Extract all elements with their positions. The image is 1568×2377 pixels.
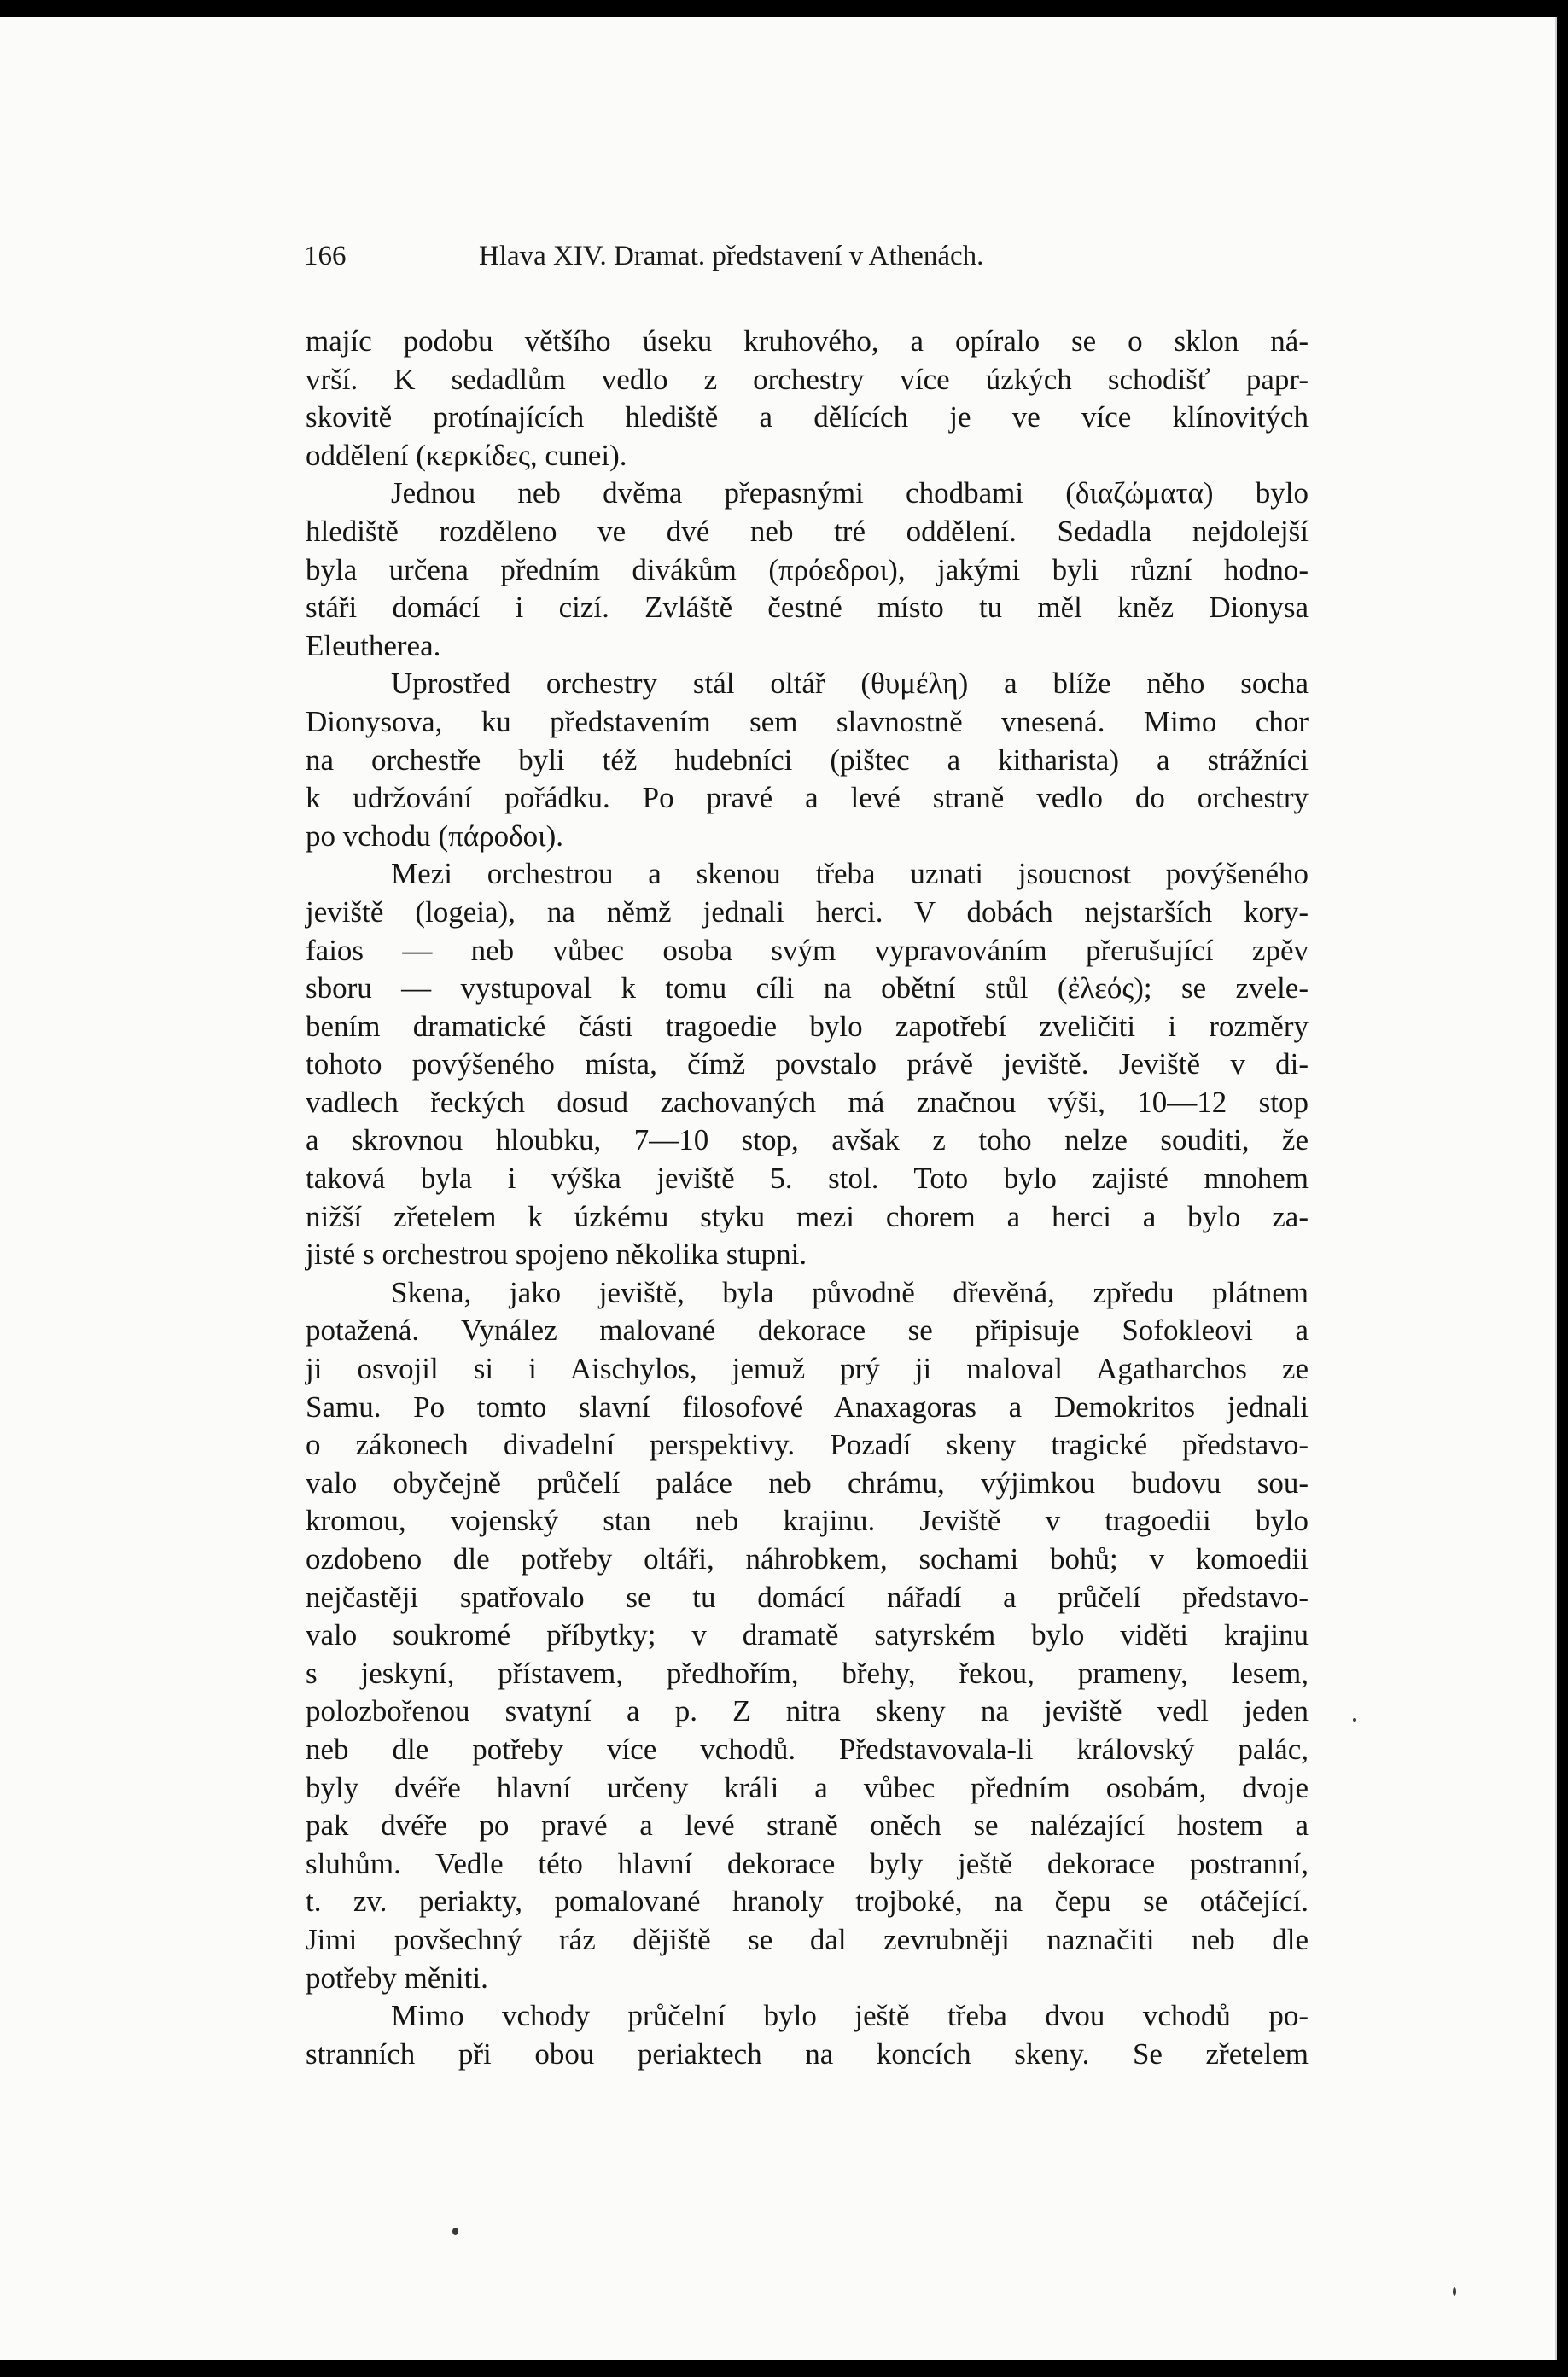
text-line: Jimi povšechný ráz dějiště se dal zevrubněji naznačiti neb dle bbox=[306, 1922, 1309, 1956]
text-line: t. zv. periakty, pomalované hranoly trojboké, na čepu se otáčející. bbox=[306, 1885, 1309, 1919]
text-line: polozbořenou svatyní a p. Z nitra skeny na jeviště vedl jeden bbox=[306, 1694, 1309, 1728]
chapter-title: Hlava XIV. Dramat. představení v Athenách. bbox=[479, 241, 984, 271]
scan-speck bbox=[1353, 1718, 1356, 1722]
text-line: vadlech řeckých dosud zachovaných má značnou výši, 10—12 stop bbox=[306, 1085, 1309, 1119]
text-line: Samu. Po tomto slavní filosofové Anaxagoras a Demokritos jednali bbox=[306, 1389, 1309, 1424]
scan-speck bbox=[1453, 2287, 1456, 2296]
text-line: byla určena předním divákům (πρόεδροι), jakými byli různí hodno- bbox=[306, 552, 1309, 586]
text-line: po vchodu (πάροδοι). bbox=[306, 819, 563, 853]
text-line: Mezi orchestrou a skenou třeba uznati jsoucnost povýšeného bbox=[391, 857, 1309, 891]
text-line: valo soukromé příbytky; v dramatě satyrském bylo viděti krajinu bbox=[306, 1618, 1309, 1652]
text-line: tohoto povýšeného místa, čímž povstalo právě jeviště. Jeviště v di- bbox=[306, 1047, 1309, 1081]
text-line: sboru — vystupoval k tomu cíli na obětní stůl (ἐλεός); se zvele- bbox=[306, 971, 1309, 1005]
text-line: Eleutherea. bbox=[306, 628, 441, 662]
paragraph bbox=[306, 1274, 1309, 1997]
text-line: faios — neb vůbec osoba svým vypravováním přerušující zpěv bbox=[306, 933, 1309, 967]
text-line: sluhům. Vedle této hlavní dekorace byly ještě dekorace postranní, bbox=[306, 1846, 1309, 1880]
text-line: jeviště (logeia), na němž jednali herci. V dobách nejstarších kory- bbox=[306, 894, 1309, 929]
text-line: k udržování pořádku. Po pravé a levé straně vedlo do orchestry bbox=[306, 781, 1309, 815]
paragraph bbox=[306, 323, 1309, 475]
text-line: jisté s orchestrou spojeno několika stupni. bbox=[306, 1238, 807, 1272]
text-line: Jednou neb dvěma přepasnými chodbami (διαζώματα) bylo bbox=[391, 476, 1309, 510]
text-line: vrší. K sedadlům vedlo z orchestry více úzkých schodišť papr- bbox=[306, 362, 1309, 396]
text-line: na orchestře byli též hudebníci (pištec a kitharista) a strážníci bbox=[306, 743, 1309, 777]
text-line: ji osvojil si i Aischylos, jemuž prý ji maloval Agatharchos ze bbox=[306, 1352, 1309, 1386]
text-line: potřeby měniti. bbox=[306, 1960, 488, 1995]
text-line: valo obyčejně průčelí paláce neb chrámu, výjimkou budovu sou- bbox=[306, 1465, 1309, 1500]
text-line: ozdobeno dle potřeby oltáři, náhrobkem, sochami bohů; v komoedii bbox=[306, 1542, 1309, 1576]
page-number: 166 bbox=[304, 241, 347, 271]
text-line: stranních při obou periaktech na koncích skeny. Se zřetelem bbox=[306, 2036, 1309, 2071]
text-line: neb dle potřeby více vchodů. Představovala-li královský palác, bbox=[306, 1732, 1309, 1766]
paragraph bbox=[306, 475, 1309, 665]
text-line: Uprostřed orchestry stál oltář (θυμέλη) a blíže něho socha bbox=[391, 667, 1309, 701]
text-line: nejčastěji spatřovalo se tu domácí nářadí a průčelí představo- bbox=[306, 1580, 1309, 1614]
text-line: hlediště rozděleno ve dvé neb tré oddělení. Sedadla nejdolejší bbox=[306, 514, 1309, 548]
text-line: majíc podobu většího úseku kruhového, a opíralo se o sklon ná- bbox=[306, 324, 1309, 358]
paragraph bbox=[306, 855, 1309, 1274]
text-line: bením dramatické části tragoedie bylo zapotřebí zveličiti i rozměry bbox=[306, 1009, 1309, 1043]
text-line: o zákonech divadelní perspektivy. Pozadí skeny tragické představo- bbox=[306, 1428, 1309, 1462]
text-line: a skrovnou hloubku, 7—10 stop, avšak z toho nelze souditi, že bbox=[306, 1123, 1309, 1157]
text-line: kromou, vojenský stan neb krajinu. Jeviště v tragoedii bylo bbox=[306, 1504, 1309, 1538]
text-line: oddělení (κερκίδες, cunei). bbox=[306, 438, 627, 472]
text-line: s jeskyní, přístavem, předhořím, břehy, řekou, prameny, lesem, bbox=[306, 1656, 1309, 1690]
running-head bbox=[304, 241, 1328, 280]
text-line: pak dvéře po pravé a levé straně oněch se nalézající hostem a bbox=[306, 1809, 1309, 1843]
text-line: stáři domácí i cizí. Zvláště čestné místo tu měl kněz Dionysa bbox=[306, 591, 1309, 625]
text-line: Mimo vchody průčelní bylo ještě třeba dvou vchodů po- bbox=[391, 1999, 1309, 2033]
body-text bbox=[306, 323, 1309, 2073]
paragraph bbox=[306, 1997, 1309, 2073]
scan-speck bbox=[452, 2228, 458, 2235]
text-line: taková byla i výška jeviště 5. stol. Toto bylo zajisté mnohem bbox=[306, 1162, 1309, 1196]
text-line: Skena, jako jeviště, byla původně dřevěná, zpředu plátnem bbox=[391, 1275, 1309, 1309]
text-line: byly dvéře hlavní určeny králi a vůbec předním osobám, dvoje bbox=[306, 1770, 1309, 1804]
text-line: skovitě protínajících hlediště a dělících je ve více klínovitých bbox=[306, 400, 1309, 434]
text-line: potažená. Vynález malované dekorace se připisuje Sofokleovi a bbox=[306, 1314, 1309, 1348]
book-page bbox=[0, 17, 1557, 2360]
paragraph bbox=[306, 665, 1309, 855]
text-line: nižší zřetelem k úzkému styku mezi chorem a herci a bylo za- bbox=[306, 1199, 1309, 1233]
text-line: Dionysova, ku představením sem slavnostně vnesená. Mimo chor bbox=[306, 704, 1309, 738]
